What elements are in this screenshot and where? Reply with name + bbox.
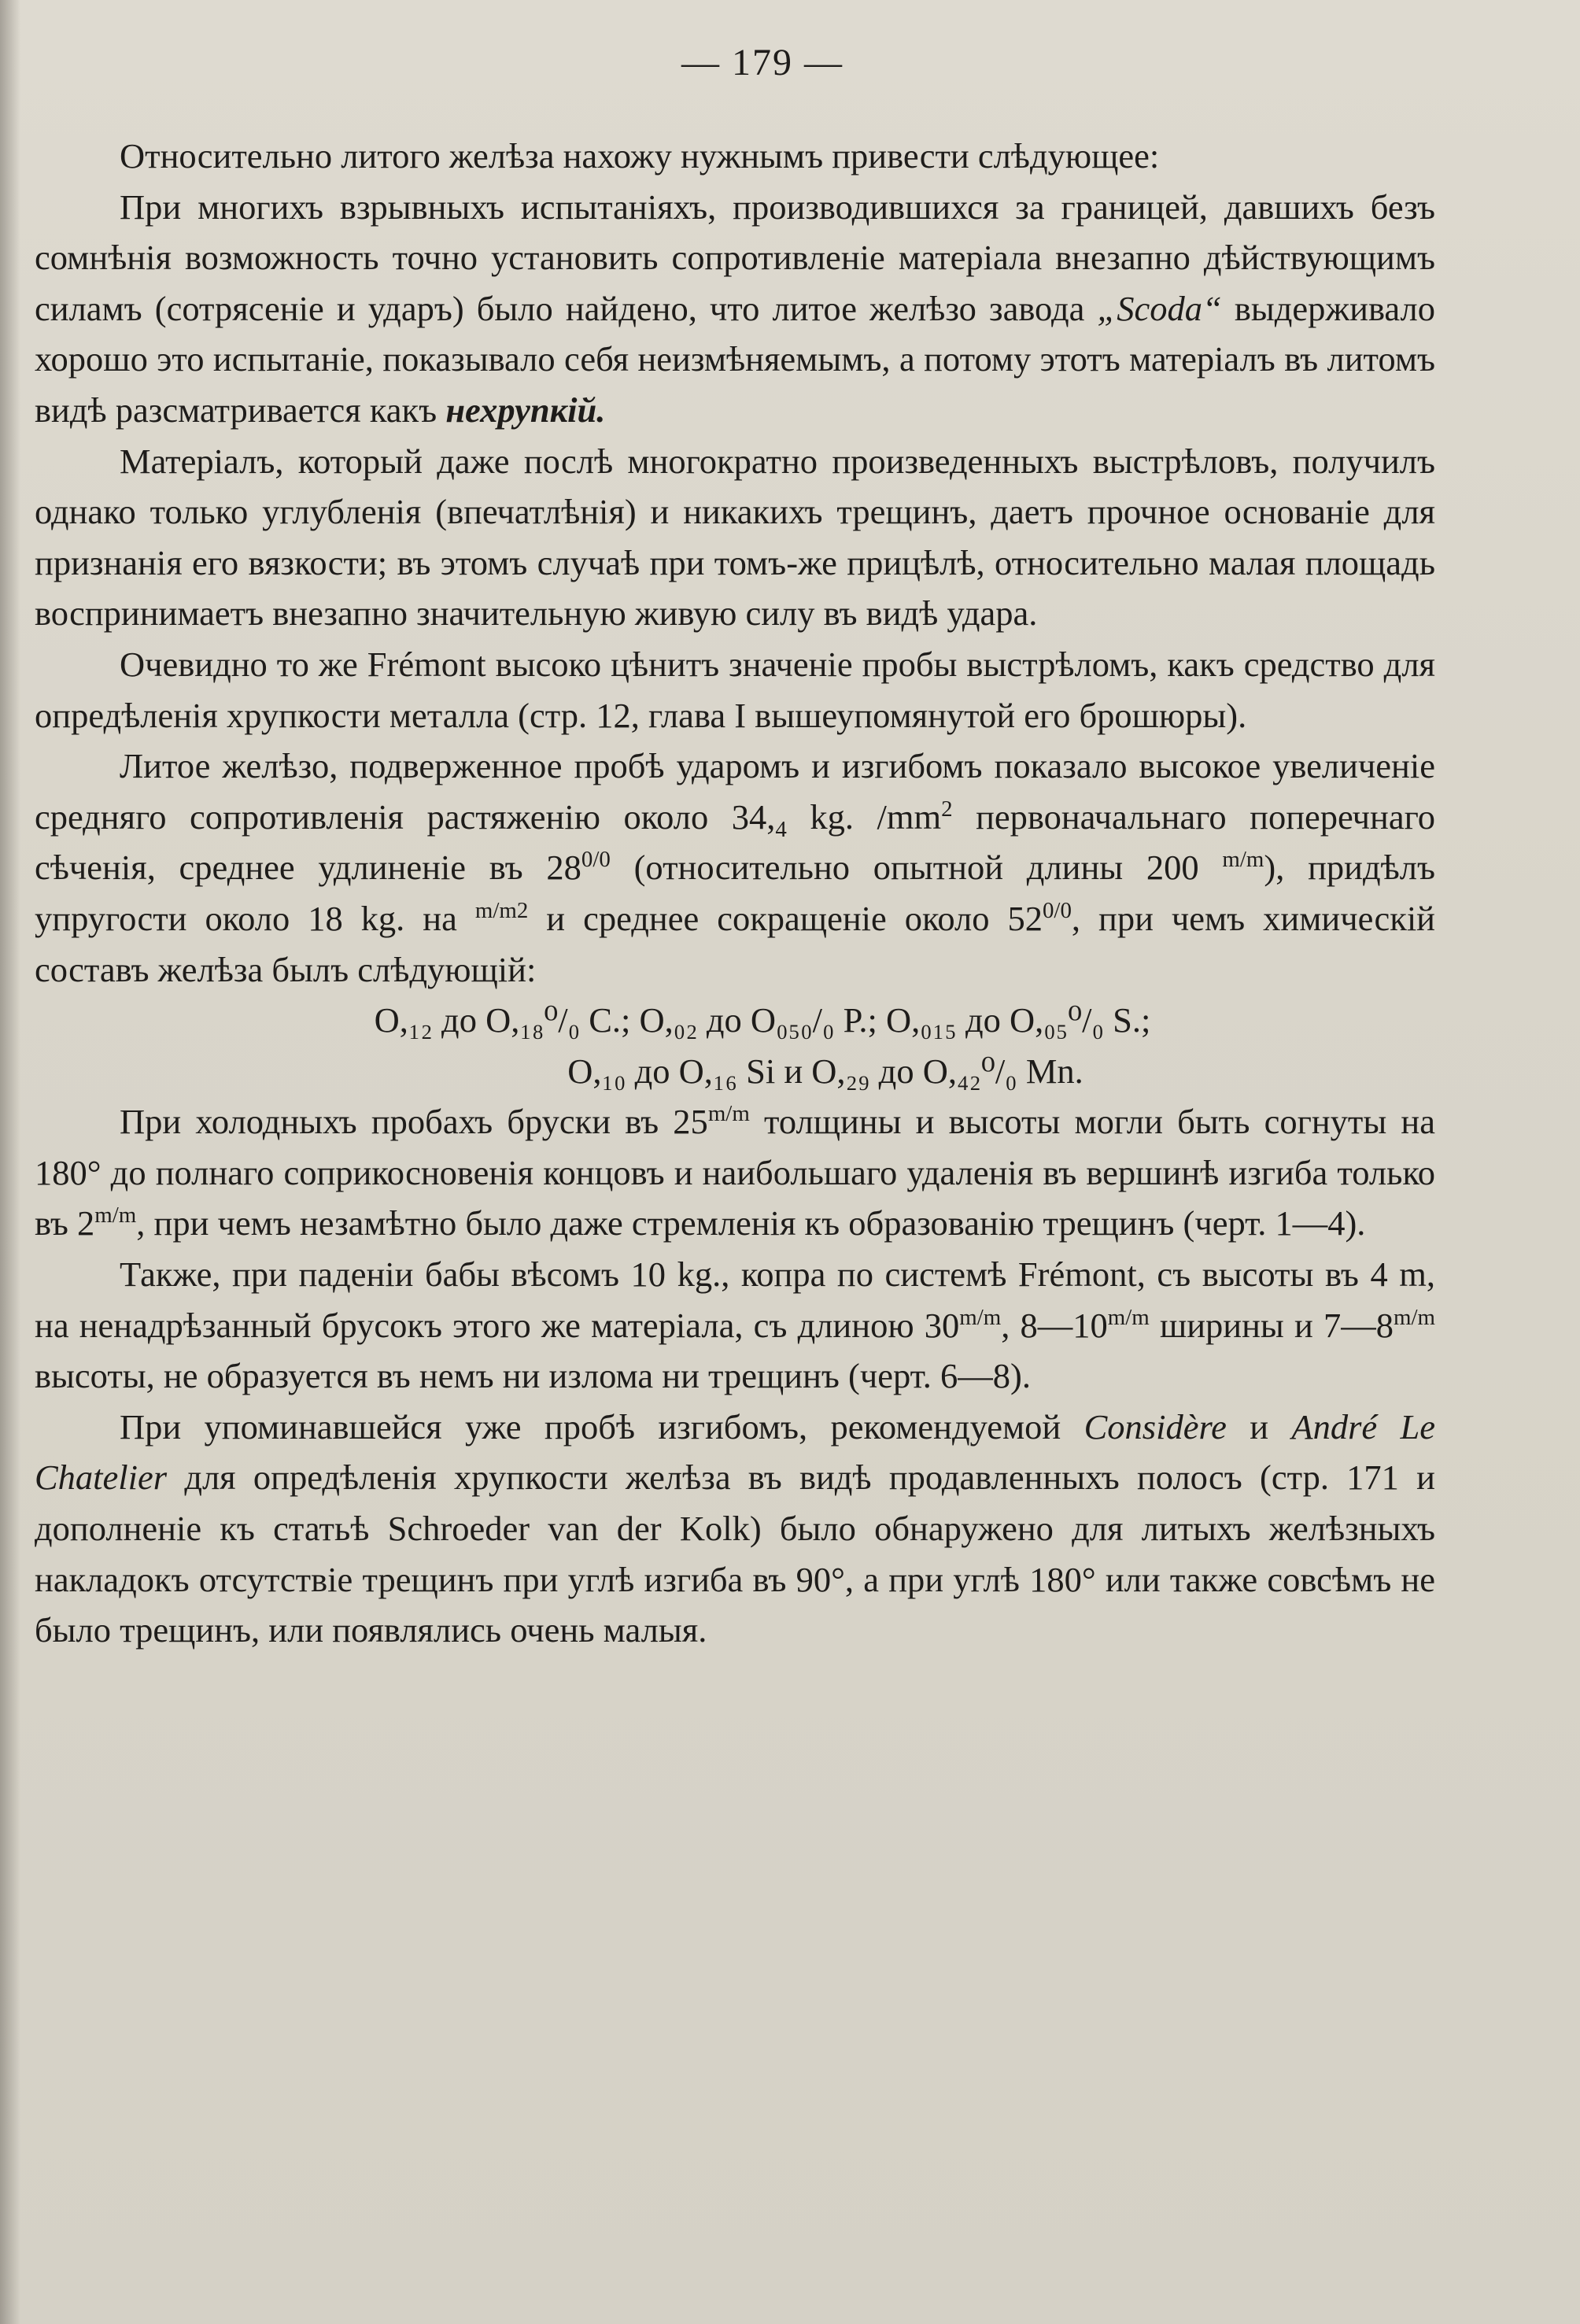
paragraph-3-text: Матеріалъ, который даже послѣ многократно произведенныхъ выстрѣловъ, получилъ однако только углубленія (впечатлѣнія) и никакихъ трещинъ, даетъ прочное основаніе для признанія его вязкости; въ этомъ случаѣ при томъ-же прицѣлѣ, относительно малая площадь воспринимаетъ внезапно значительную живую силу въ видѣ удара. (35, 441, 1435, 634)
paragraph-6 (35, 1096, 1435, 1249)
paragraph-7-text-c: ширины и 7—8 (1149, 1305, 1394, 1345)
paragraph-5-text-d: (относительно опытной длины 200 (610, 848, 1223, 888)
percent-sign: 0/0 (581, 847, 611, 873)
spine-shadow (0, 0, 20, 2324)
paragraph-8 (35, 1402, 1435, 1656)
paragraph-5-text-e: ), придѣлъ упругости около 18 kg. на (35, 848, 1435, 938)
composition-formula-2: O,₁₀ до O,₁₆ Si и O,₂₉ до O,₄₂⁰/₀ Mn. (567, 1051, 1083, 1091)
text-block (35, 31, 1435, 1656)
page-number: — 179 — (681, 42, 844, 83)
mm-unit: m/m (959, 1304, 1002, 1330)
author-name-le-chatelier: André Le Chatelier (35, 1406, 1435, 1498)
paragraph-5 (35, 741, 1435, 995)
author-name-considere: Considère (1083, 1406, 1227, 1446)
paragraph-7-text-a: Также, при паденіи бабы вѣсомъ 10 kg., копра по системѣ Frémont, съ высоты въ 4 m, на ненадрѣзанный брусокъ этого же матеріала, съ длиною 30 (35, 1254, 1435, 1345)
percent-sign: 0/0 (1042, 898, 1072, 924)
decimal-subscript: 4 (775, 816, 787, 842)
paragraph-7-text-d: высоты, не образуется въ немъ ни излома ни трещинъ (черт. 6—8). (35, 1356, 1031, 1396)
paragraph-3 (35, 436, 1435, 639)
paragraph-5-text-f: и среднее сокращеніе около 52 (528, 898, 1043, 938)
paragraph-5-text-c: первоначальнаго поперечнаго сѣченія, среднее удлиненіе въ 28 (35, 796, 1435, 888)
mm-unit: m/m (707, 1101, 750, 1127)
paragraph-2-text-a: При многихъ взрывныхъ испытаніяхъ, производившихся за границей, давшихъ безъ сомнѣнія возможность точно установить сопротивленіе матеріала внезапно дѣйствующимъ силамъ (сотрясеніе и ударъ) было найдено, что литое желѣзо завода (35, 187, 1435, 328)
square-superscript: 2 (516, 898, 529, 924)
paragraph-8-text-a: При упоминавшейся уже пробѣ изгибомъ, рекомендуемой (120, 1406, 1084, 1446)
paragraph-8-text-c: для опредѣленія хрупкости желѣза въ видѣ продавленныхъ полосъ (стр. 171 и дополненіе къ статьѣ Schroeder van der Kolk) было обнаружено для литыхъ желѣзныхъ накладокъ отсутствіе трещинъ при углѣ изгиба въ 90°, а при углѣ 180° или также совсѣмъ не было трещинъ, или появлялись очень малыя. (35, 1458, 1435, 1650)
paragraph-2 (35, 182, 1435, 436)
paragraph-4-text: Очевидно то же Frémont высоко цѣнитъ значеніе пробы выстрѣломъ, какъ средство для опредѣленія хрупкости металла (стр. 12, глава I вышеупомянутой его брошюры). (35, 644, 1435, 735)
mm-unit: m/m (1222, 847, 1264, 873)
paragraph-6-text-b: толщины и высоты могли быть согнуты на 180° до полнаго соприкосновенія концовъ и наибольшаго удаленія въ вершинѣ изгиба только въ 2 (35, 1102, 1435, 1243)
mm-unit: m/m (1107, 1304, 1150, 1330)
paragraph-2-text-b: выдерживало хорошо это испытаніе, показывало себя неизмѣняемымъ, а потому этотъ матеріалъ въ литомъ видѣ разсматривается какъ (35, 288, 1435, 430)
emphasis-nonbrittle: нехрупкій. (445, 390, 606, 430)
composition-formula-1: O,₁₂ до O,₁₈⁰/₀ C.; O,₀₂ до O₀₅₀/₀ P.; O,₀₁₅ до O,₀₅⁰/₀ S.; (374, 1000, 1151, 1040)
paragraph-8-text-b: и (1226, 1406, 1292, 1446)
paragraph-6-text-a: При холодныхъ пробахъ бруски въ 25 (120, 1102, 708, 1142)
paragraph-7 (35, 1249, 1435, 1402)
square-superscript: 2 (941, 796, 953, 822)
paragraph-5-text-a: Литое желѣзо, подверженное пробѣ ударомъ и изгибомъ показало высокое увеличеніе средняго сопротивленія растяженію около 34, (35, 746, 1435, 837)
paragraph-1-text: Относительно литого желѣза нахожу нужнымъ привести слѣдующее: (120, 136, 1160, 176)
mm-unit: m/m (1394, 1304, 1435, 1330)
paragraph-1 (35, 131, 1435, 182)
paragraph-5-text-g: , при чемъ химическій составъ желѣза былъ слѣдующій: (35, 898, 1435, 989)
mm-unit: m/m (474, 898, 517, 924)
paragraph-6-text-c: , при чемъ незамѣтно было даже стремленія къ образованію трещинъ (черт. 1—4). (136, 1203, 1366, 1243)
mm-unit: m/m (94, 1203, 137, 1229)
paragraph-7-text-b: , 8—10 (1001, 1305, 1108, 1345)
paragraph-4 (35, 639, 1435, 741)
scoda-name: „Scoda“ (1097, 288, 1222, 328)
paragraph-5-text-b: kg. /mm (786, 796, 942, 837)
